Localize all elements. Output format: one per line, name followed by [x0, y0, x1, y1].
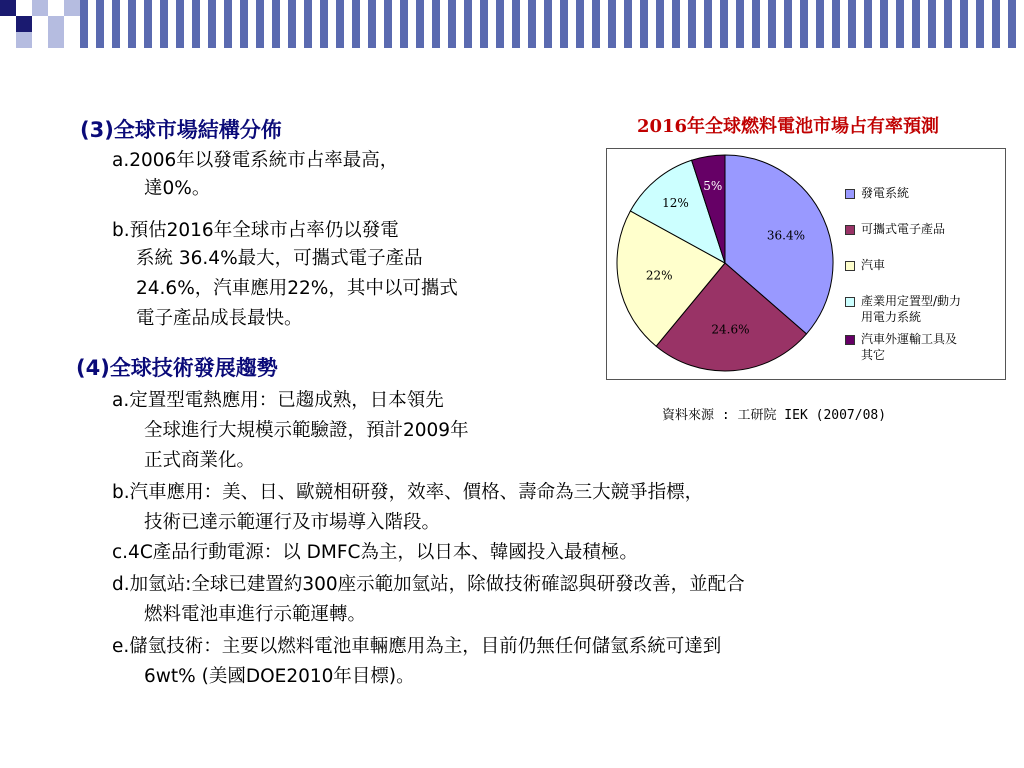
section3-a-line2: 達0%。: [144, 178, 211, 199]
legend-swatch: [845, 261, 855, 271]
section3-b-line3: 24.6%，汽車應用22%，其中以可攜式: [136, 278, 458, 299]
section4-a-line3: 正式商業化。: [144, 450, 256, 471]
section4-c-line1: c.4C產品行動電源：以 DMFC為主，以日本、韓國投入最積極。: [112, 542, 638, 563]
section3-heading: (3)全球市場結構分佈: [80, 118, 282, 142]
chart-title: 2016年全球燃料電池市場占有率預測: [636, 116, 940, 137]
pie-slice-label: 5%: [703, 179, 723, 194]
legend-swatch: [845, 297, 855, 307]
section4-e-line1: e.儲氫技術：主要以燃料電池車輛應用為主，目前仍無任何儲氫系統可達到: [112, 636, 722, 657]
legend-label: 汽車: [861, 258, 886, 272]
deco-square: [64, 0, 80, 16]
section3-b-line1: b.預估2016年全球市占率仍以發電: [112, 220, 399, 241]
legend-swatch: [845, 335, 855, 345]
section4-d-line2: 燃料電池車進行示範運轉。: [144, 604, 367, 625]
deco-square: [32, 0, 48, 16]
header-stripes: [80, 0, 1024, 48]
section4-b-line1: b.汽車應用：美、日、歐競相研發，效率、價格、壽命為三大競爭指標，: [112, 482, 704, 503]
source-note: 資料來源 : 工研院 IEK (2007/08): [662, 408, 887, 423]
section3-b-line4: 電子產品成長最快。: [136, 308, 303, 329]
legend-label: 發電系統: [861, 186, 910, 200]
section4-heading: (4)全球技術發展趨勢: [76, 356, 278, 380]
deco-square: [48, 16, 64, 32]
legend-label: 汽車外運輸工具及: [861, 332, 958, 346]
legend-label: 其它: [861, 348, 886, 362]
section4-a-line1: a.定置型電熱應用：已趨成熟，日本領先: [112, 390, 444, 411]
section3-a-line1: a.2006年以發電系統市占率最高，: [112, 150, 399, 171]
section3-b-line2: 系統 36.4%最大，可攜式電子產品: [136, 248, 423, 269]
pie-slice-label: 36.4%: [766, 228, 806, 243]
deco-square: [0, 0, 16, 16]
deco-square: [48, 32, 64, 48]
legend-swatch: [845, 225, 855, 235]
pie-slice-label: 22%: [645, 268, 673, 283]
legend-label: 可攜式電子產品: [861, 222, 946, 236]
section4-d-line1: d.加氫站:全球已建置約300座示範加氫站，除做技術確認與研發改善，並配合: [112, 574, 745, 595]
deco-square: [16, 16, 32, 32]
section4-a-line2: 全球進行大規模示範驗證，預計2009年: [144, 420, 469, 441]
section4-b-line2: 技術已達示範運行及市場導入階段。: [144, 512, 441, 533]
legend-swatch: [845, 189, 855, 199]
header-decoration: [0, 0, 1024, 48]
deco-square: [16, 32, 32, 48]
legend-label: 產業用定置型/動力: [861, 294, 962, 308]
legend-label: 用電力系統: [861, 310, 922, 324]
pie-slice-label: 24.6%: [711, 322, 750, 337]
pie-slice-label: 12%: [662, 196, 689, 211]
chart-frame: [606, 148, 1006, 380]
section4-e-line2: 6wt% (美國DOE2010年目標)。: [144, 666, 415, 687]
